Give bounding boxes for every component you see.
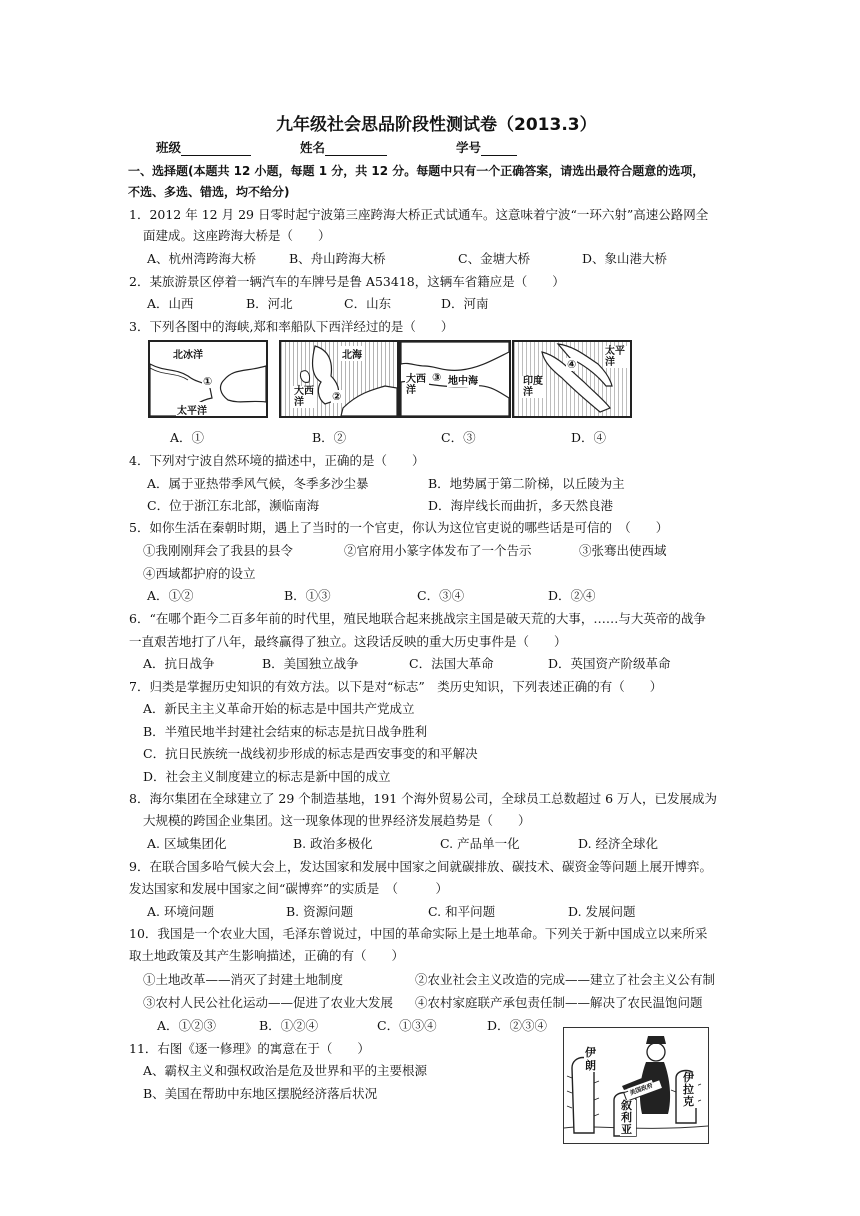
map1-label-north: 北冰洋: [172, 346, 204, 361]
q2-option-c[interactable]: C．山东: [344, 296, 392, 311]
q7-option-b[interactable]: B．半殖民地半封建社会结束的标志是抗日战争胜利: [143, 724, 428, 739]
id-field: [456, 140, 517, 156]
q2-option-a[interactable]: A．山西: [147, 296, 194, 311]
q11-text: 11．右图《逐一修理》的寓意在于（ ）: [129, 1041, 370, 1056]
q2-text: 2．某旅游景区停着一辆汽车的车牌号是鲁 A53418，这辆车省籍应是（ ）: [129, 274, 565, 289]
q5-option-b[interactable]: B．①③: [284, 588, 331, 603]
id-label: 学号: [456, 140, 482, 155]
q8-option-a[interactable]: A. 区域集团化: [147, 836, 227, 851]
q1-option-b[interactable]: B、舟山跨海大桥: [289, 251, 386, 266]
q1-option-a[interactable]: A、杭州湾跨海大桥: [147, 251, 257, 266]
cartoon-image: [563, 1027, 709, 1144]
q4-option-a[interactable]: A．属于亚热带季风气候，冬季多沙尘暴: [147, 476, 369, 491]
map1-label-south: 太平洋: [176, 402, 208, 417]
q1-option-d[interactable]: D、象山港大桥: [582, 251, 668, 266]
name-blank[interactable]: [325, 142, 387, 156]
q5-text: 5．如你生活在秦朝时期，遇上了当时的一个官吏，你认为这位官吏说的哪些话是可信的 （ ）: [129, 520, 669, 535]
q6-text-cont: 一直艰苦地打了八年，最终赢得了独立。这段话反映的重大历史事件是（ ）: [129, 634, 567, 649]
strait-map-1: [148, 340, 268, 418]
q6-option-c[interactable]: C．法国大革命: [409, 656, 494, 671]
class-label: 班级: [156, 140, 182, 155]
q5-statement-4: ④西域都护府的设立: [143, 566, 256, 581]
q3-option-b[interactable]: B．②: [312, 430, 347, 445]
id-blank[interactable]: [481, 142, 517, 156]
strait-map-3: [399, 340, 511, 418]
strait-map-2: [279, 340, 399, 418]
strait-map-4: [512, 340, 632, 418]
q9-text-cont: 发达国家和发展中国家之间“碳博弈”的实质是 （ ）: [129, 881, 449, 896]
q7-option-a[interactable]: A．新民主主义革命开始的标志是中国共产党成立: [143, 701, 415, 716]
name-field: [300, 140, 387, 156]
q10-option-c[interactable]: C．①③④: [377, 1018, 437, 1033]
q8-option-d[interactable]: D. 经济全球化: [578, 836, 659, 851]
map2-label-north: 北海: [341, 346, 363, 361]
cartoon-sign: 美国政府: [627, 1080, 655, 1097]
q7-text: 7．归类是掌握历史知识的有效方法。以下是对“标志” 类历史知识，下列表述正确的有（ ）: [129, 679, 663, 694]
q3-option-c[interactable]: C．③: [441, 430, 476, 445]
q6-option-a[interactable]: A．抗日战争: [143, 656, 215, 671]
q1-text-cont: 面建成。这座跨海大桥是（ ）: [143, 228, 331, 243]
map1-marker: ①: [203, 375, 213, 388]
q8-option-b[interactable]: B. 政治多极化: [293, 836, 373, 851]
map4-label-west: 印度洋: [522, 376, 546, 398]
class-blank[interactable]: [181, 142, 251, 156]
q4-option-d[interactable]: D．海岸线长而曲折，多天然良港: [428, 498, 614, 513]
q10-option-a[interactable]: A．①②③: [157, 1018, 217, 1033]
q10-option-b[interactable]: B．①②④: [259, 1018, 319, 1033]
q1-text: 1．2012 年 12 月 29 日零时起宁波第三座跨海大桥正式试通车。这意味着宁波“一环六射”高速公路网全: [129, 207, 709, 222]
map3-marker: ③: [432, 371, 442, 384]
q1-option-c[interactable]: C、金塘大桥: [458, 251, 531, 266]
q10-statement-3: ③农村人民公社化运动——促进了农业大发展: [143, 995, 394, 1010]
page-title: 九年级社会思品阶段性测试卷（2013.3）: [276, 115, 597, 135]
q8-option-c[interactable]: C. 产品单一化: [440, 836, 520, 851]
q8-text: 8．海尔集团在全球建立了 29 个制造基地，191 个海外贸易公司，全球员工总数超过 6 万人，已发展成为: [129, 791, 718, 806]
map2-marker: ②: [332, 390, 342, 403]
q10-statement-1: ①土地改革——消灭了封建土地制度: [143, 972, 344, 987]
class-field: [156, 140, 251, 156]
cartoon-label-iraq: 伊拉克: [682, 1072, 698, 1108]
q5-option-d[interactable]: D．②④: [548, 588, 596, 603]
section-instructions-line2: 不选、多选、错选，均不给分): [128, 185, 290, 199]
map4-marker: ④: [567, 358, 577, 371]
q3-option-d[interactable]: D．④: [571, 430, 607, 445]
q10-text-cont: 取土地政策及其产生影响描述，正确的有（ ）: [129, 948, 405, 963]
q5-statement-2: ②官府用小篆字体发布了一个告示: [344, 543, 532, 558]
q10-option-d[interactable]: D．②③④: [487, 1018, 548, 1033]
q5-statement-1: ①我刚刚拜会了我县的县令: [143, 543, 294, 558]
map4-label-east: 太平洋: [604, 346, 628, 368]
q9-option-a[interactable]: A. 环境问题: [147, 904, 214, 919]
map2-label-west: 大西洋: [293, 386, 317, 408]
q9-text: 9．在联合国多哈气候大会上，发达国家和发展中国家之间就碳排放、碳技术、碳资金等问题上展开博弈。: [129, 859, 712, 874]
q10-statement-2: ②农业社会主义改造的完成——建立了社会主义公有制: [415, 972, 716, 987]
q5-option-a[interactable]: A．①②: [147, 588, 194, 603]
q4-option-b[interactable]: B．地势属于第二阶梯，以丘陵为主: [428, 476, 625, 491]
q3-text: 3．下列各图中的海峡,郑和率船队下西洋经过的是（ ）: [129, 319, 454, 334]
cartoon-label-iran: 伊朗: [584, 1046, 600, 1072]
cartoon-label-syria: 叙利亚: [620, 1100, 636, 1136]
q5-statement-3: ③张骞出使西域: [579, 543, 667, 558]
q5-option-c[interactable]: C．③④: [417, 588, 465, 603]
q9-option-c[interactable]: C. 和平问题: [428, 904, 496, 919]
q3-option-a[interactable]: A．①: [170, 430, 205, 445]
q4-text: 4．下列对宁波自然环境的描述中，正确的是（ ）: [129, 453, 425, 468]
q9-option-d[interactable]: D. 发展问题: [568, 904, 636, 919]
q7-option-c[interactable]: C．抗日民族统一战线初步形成的标志是西安事变的和平解决: [143, 746, 478, 761]
q11-option-a[interactable]: A、霸权主义和强权政治是危及世界和平的主要根源: [143, 1063, 428, 1078]
q2-option-d[interactable]: D．河南: [441, 296, 489, 311]
q6-option-b[interactable]: B．美国独立战争: [262, 656, 359, 671]
q8-text-cont: 大规模的跨国企业集团。这一现象体现的世界经济发展趋势是（ ）: [143, 813, 531, 828]
map3-label-west: 大西洋: [405, 374, 429, 396]
q9-option-b[interactable]: B. 资源问题: [286, 904, 354, 919]
q7-option-d[interactable]: D．社会主义制度建立的标志是新中国的成立: [143, 769, 391, 784]
map3-label-sea: 地中海: [447, 372, 479, 387]
q10-text: 10．我国是一个农业大国，毛泽东曾说过，中国的革命实际上是土地革命。下列关于新中国成立以来所采: [129, 926, 708, 941]
q11-option-b[interactable]: B、美国在帮助中东地区摆脱经济落后状况: [143, 1086, 378, 1101]
name-label: 姓名: [300, 140, 326, 155]
q6-text: 6．“在哪个距今二百多年前的时代里，殖民地联合起来挑战宗主国是破天荒的大事，……与大英帝的战争: [129, 611, 706, 626]
q4-option-c[interactable]: C．位于浙江东北部，濒临南海: [147, 498, 320, 513]
q6-option-d[interactable]: D．英国资产阶级革命: [548, 656, 671, 671]
q10-statement-4: ④农村家庭联产承包责任制——解决了农民温饱问题: [415, 995, 703, 1010]
q2-option-b[interactable]: B．河北: [246, 296, 293, 311]
section-instructions-line1: 一、选择题(本题共 12 小题，每题 1 分，共 12 分。每题中只有一个正确答案，请选出最符合题意的选项，: [128, 164, 705, 178]
